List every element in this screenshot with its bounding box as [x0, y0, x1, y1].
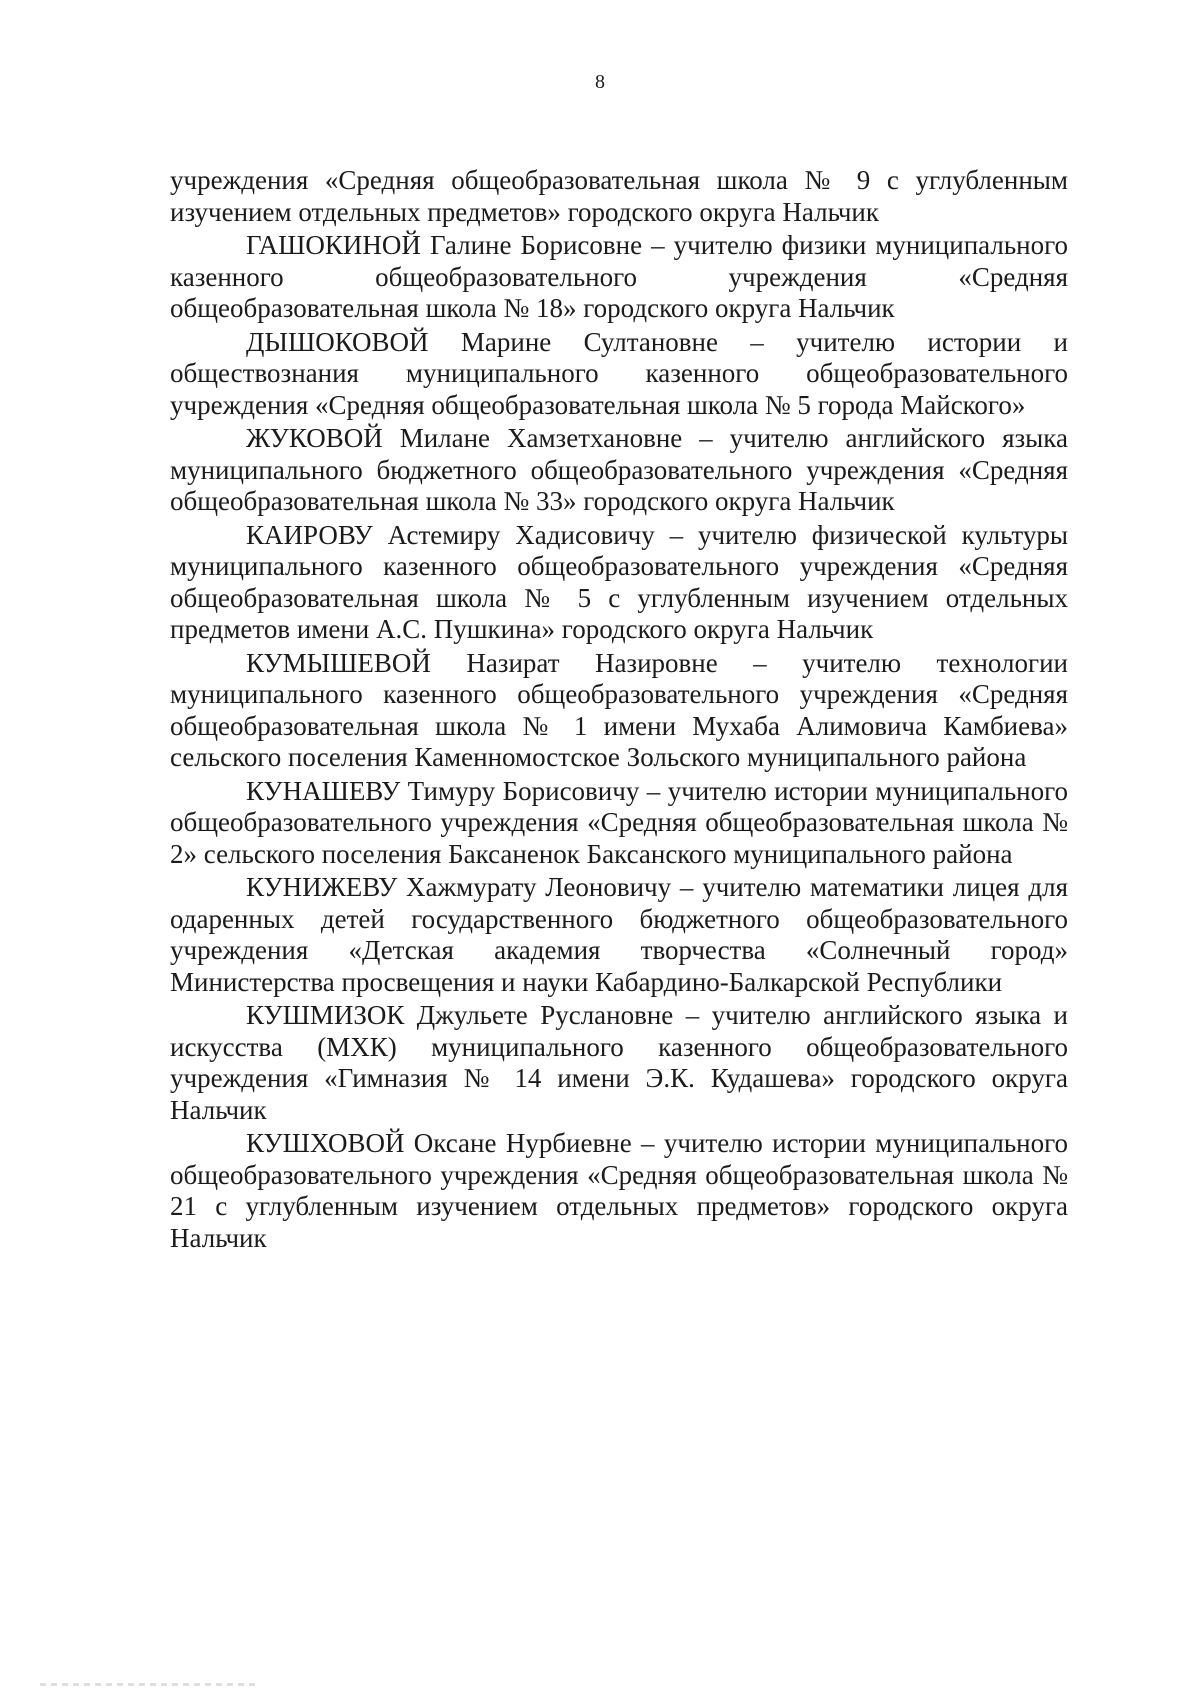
- document-body: [170, 165, 1068, 1254]
- paragraph-kushmizok: КУШМИЗОК Джульете Руслановне – учителю английского языка и искусства (МХК) муниципального казенного общеобразовательного учреждения «Гимназия № 14 имени Э.К. Кудашева» городского округа Нальчик: [170, 1000, 1068, 1125]
- paragraph-continuation: учреждения «Средняя общеобразовательная школа № 9 с углубленным изучением отдельных предметов» городского округа Нальчик: [170, 165, 1068, 227]
- page-number: 8: [595, 71, 605, 93]
- paragraph-kumysheva: КУМЫШЕВОЙ Назират Назировне – учителю технологии муниципального казенного общеобразовательного учреждения «Средняя общеобразовательная школа № 1 имени Мухаба Алимовича Камбиева» сельского поселения Каменномостское Зольского муниципального района: [170, 647, 1068, 772]
- paragraph-kunashev: КУНАШЕВУ Тимуру Борисовичу – учителю истории муниципального общеобразовательного учреждения «Средняя общеобразовательная школа № 2» сельского поселения Баксаненок Баксанского муниципального района: [170, 775, 1068, 869]
- paragraph-zhukova: ЖУКОВОЙ Милане Хамзетхановне – учителю английского языка муниципального бюджетного общеобразовательного учреждения «Средняя общеобразовательная школа № 33» городского округа Нальчик: [170, 423, 1068, 516]
- paragraph-dyshokova: ДЫШОКОВОЙ Марине Султановне – учителю истории и обществознания муниципального казенного общеобразовательного учреждения «Средняя общеобразовательная школа № 5 города Майского»: [170, 326, 1068, 420]
- paragraph-kunizhev: КУНИЖЕВУ Хажмурату Леоновичу – учителю математики лицея для одаренных детей государственного бюджетного общеобразовательного учреждения «Детская академия творчества «Солнечный город» Министерства просвещения и науки Кабардино-Балкарской Республики: [170, 872, 1068, 997]
- paragraph-kairov: КАИРОВУ Астемиру Хадисовичу – учителю физической культуры муниципального казенного общеобразовательного учреждения «Средняя общеобразовательная школа № 5 с углубленным изучением отдельных предметов имени А.С. Пушкина» городского округа Нальчик: [170, 519, 1068, 644]
- paragraph-kushkhova: КУШХОВОЙ Оксане Нурбиевне – учителю истории муниципального общеобразовательного учреждения «Средняя общеобразовательная школа № 21 с углубленным изучением отдельных предметов» городского округа Нальчик: [170, 1128, 1068, 1253]
- paragraph-gashokina: ГАШОКИНОЙ Галине Борисовне – учителю физики муниципального казенного общеобразовательного учреждения «Средняя общеобразовательная школа № 18» городского округа Нальчик: [170, 230, 1068, 323]
- scan-artifact: [40, 1683, 260, 1686]
